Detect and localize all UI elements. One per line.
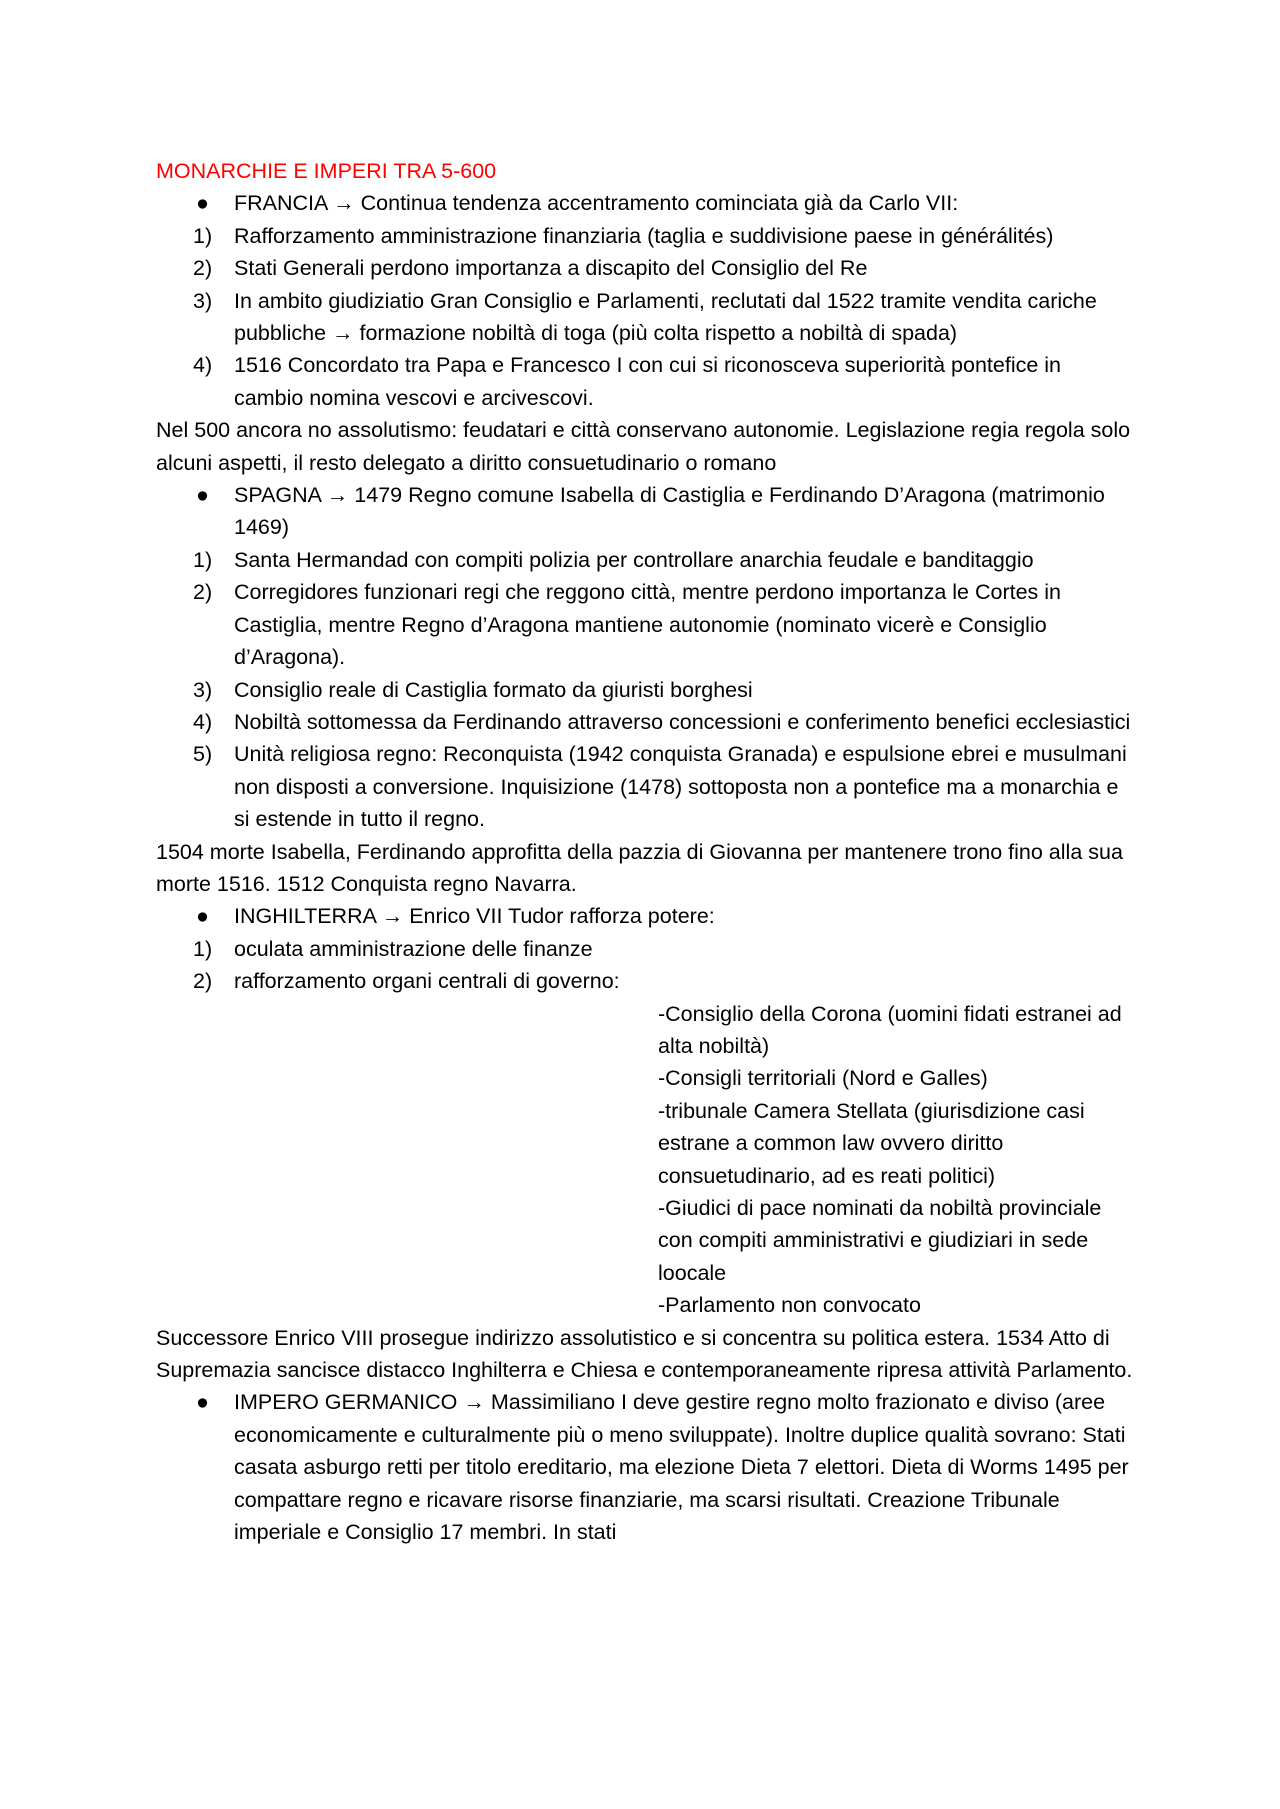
list-item: 4) 1516 Concordato tra Papa e Francesco I con cui si riconosceva superiorità pontefice in cambio nomina vescovi e arcivescovi. bbox=[156, 349, 1136, 414]
sublist-item: -Giudici di pace nominati da nobiltà provinciale con compiti amministrativi e giudiziari in sede loocale bbox=[658, 1196, 1102, 1285]
sublist-item: -Consiglio della Corona (uomini fidati estranei ad alta nobiltà) bbox=[658, 1001, 1122, 1058]
sublist-item: -Parlamento non convocato bbox=[658, 1293, 921, 1318]
inghilterra-heading: INGHILTERRA → Enrico VII Tudor rafforza potere: bbox=[234, 904, 715, 929]
list-item-spagna bbox=[156, 479, 1136, 544]
list-item: 5) Unità religiosa regno: Reconquista (1942 conquista Granada) e espulsione ebrei e musulmani non disposti a conversione. Inquisizione (1478) sottoposta non a pontefice ma a monarchia e si estende in tutto il regno. bbox=[156, 738, 1136, 835]
sublist-item: -tribunale Camera Stellata (giurisdizione casi estrane a common law ovvero diritto consuetudinario, ad es reati politici) bbox=[658, 1098, 1085, 1188]
impero-heading: IMPERO GERMANICO → Massimiliano I deve gestire regno molto frazionato e diviso (aree economicamente e culturalmente più o meno sviluppate). Inoltre duplice qualità sovrano: Stati casata asburgo retti per titolo ereditario, ma elezione Dieta 7 elettori. Dieta di Worms 1495 per compattare regno e ricavare risorse finanziarie, ma scarsi risultati. Creazione Tribunale imperiale e Consiglio 17 membri. In stati bbox=[234, 1390, 1129, 1545]
number-marker: 3) bbox=[193, 677, 213, 702]
list-item: 2) Corregidores funzionari regi che reggono città, mentre perdono importanza le Cortes in Castiglia, mentre Regno d’Aragona mantiene autonomie (nominato vicerè e Consiglio d’Aragona). bbox=[156, 576, 1136, 673]
bullet-marker: ● bbox=[196, 483, 209, 508]
list-item-impero bbox=[156, 1386, 1136, 1548]
sublist-item: -Consigli territoriali (Nord e Galles) bbox=[658, 1066, 988, 1091]
list-item: 4) Nobiltà sottomessa da Ferdinando attraverso concessioni e conferimento benefici ecclesiastici bbox=[156, 706, 1136, 738]
list-item-francia bbox=[156, 187, 1136, 219]
list-item: 1) Rafforzamento amministrazione finanziaria (taglia e suddivisione paese in générálités) bbox=[156, 220, 1136, 252]
number-marker: 4) bbox=[193, 353, 213, 378]
number-marker: 2) bbox=[193, 256, 213, 281]
list-item: 2) rafforzamento organi centrali di governo: bbox=[156, 965, 1136, 997]
document-title: MONARCHIE E IMPERI TRA 5-600 bbox=[156, 159, 497, 183]
spagna-heading: SPAGNA → 1479 Regno comune Isabella di Castiglia e Ferdinando D’Aragona (matrimonio 1469) bbox=[234, 483, 1105, 540]
list-item: 3) Consiglio reale di Castiglia formato da giuristi borghesi bbox=[156, 674, 1136, 706]
number-marker: 2) bbox=[193, 580, 213, 605]
number-marker: 4) bbox=[193, 709, 213, 734]
number-marker: 3) bbox=[193, 288, 213, 313]
list-item: 2) Stati Generali perdono importanza a discapito del Consiglio del Re bbox=[156, 252, 1136, 284]
bullet-marker: ● bbox=[196, 191, 209, 216]
list-item-inghilterra bbox=[156, 900, 1136, 932]
list-item: 1) Santa Hermandad con compiti polizia per controllare anarchia feudale e banditaggio bbox=[156, 544, 1136, 576]
list-item: 1) oculata amministrazione delle finanze bbox=[156, 933, 1136, 965]
bullet-marker: ● bbox=[196, 904, 209, 929]
number-marker: 1) bbox=[193, 223, 213, 248]
francia-heading: FRANCIA → Continua tendenza accentramento cominciata già da Carlo VII: bbox=[234, 191, 959, 216]
number-marker: 1) bbox=[193, 936, 213, 961]
governance-sublist bbox=[658, 998, 1136, 1322]
bullet-marker: ● bbox=[196, 1390, 209, 1415]
paragraph-inghilterra-summary: Successore Enrico VIII prosegue indirizzo assolutistico e si concentra su politica estera. 1534 Atto di Supremazia sancisce distacco Inghilterra e Chiesa e contemporaneamente ripresa attività Parlamento. bbox=[156, 1325, 1133, 1383]
paragraph-spagna-summary: 1504 morte Isabella, Ferdinando approfitta della pazzia di Giovanna per mantenere trono fino alla sua morte 1516. 1512 Conquista regno Navarra. bbox=[156, 839, 1123, 896]
number-marker: 1) bbox=[193, 547, 213, 572]
list-item: 3) In ambito giudiziatio Gran Consiglio e Parlamenti, reclutati dal 1522 tramite vendita cariche pubbliche → formazione nobiltà di toga (più colta rispetto a nobiltà di spada) bbox=[156, 285, 1136, 350]
document-page bbox=[156, 155, 1136, 1548]
number-marker: 5) bbox=[193, 742, 213, 767]
paragraph-francia-summary: Nel 500 ancora no assolutismo: feudatari e città conservano autonomie. Legislazione regia regola solo alcuni aspetti, il resto delegato a diritto consuetudinario o romano bbox=[156, 418, 1131, 475]
number-marker: 2) bbox=[193, 969, 213, 994]
